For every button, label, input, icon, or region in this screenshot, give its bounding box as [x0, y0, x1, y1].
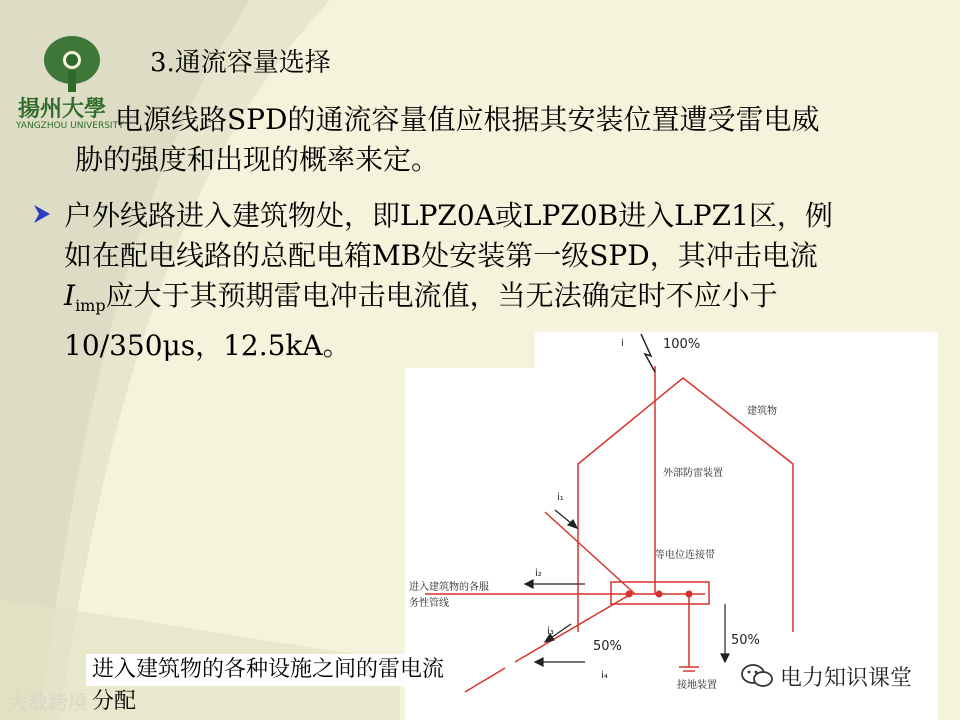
- label-external-protection: 外部防雷装置: [663, 468, 723, 479]
- intro-line-2: 胁的强度和出现的概率来定。: [75, 143, 440, 176]
- section-heading: 3.通流容量选择: [150, 48, 331, 78]
- label-100: 100%: [663, 337, 701, 352]
- watermark-right-text: 电力知识课堂: [780, 665, 913, 691]
- bullet-line-4: 10/350μs，12.5kA。: [64, 329, 351, 362]
- wechat-icon: [740, 663, 774, 689]
- label-i4: i₄: [601, 670, 608, 681]
- watermark-right: [740, 660, 912, 692]
- label-services-1: 进入建筑物的各服: [409, 582, 489, 593]
- label-services-2: 务性管线: [409, 598, 449, 609]
- bullet-line-3: [64, 276, 930, 326]
- svg-text:YANGZHOU UNIVERSITY: YANGZHOU UNIVERSITY: [16, 121, 124, 130]
- label-bonding-bar: 等电位连接带: [655, 550, 715, 561]
- label-50-left: 50%: [593, 639, 622, 654]
- label-i1: i₁: [557, 492, 564, 503]
- label-i2: i₂: [535, 568, 542, 579]
- watermark-left: [8, 686, 88, 715]
- bullet-arrow-icon: [30, 202, 54, 226]
- label-i-top: i: [621, 338, 624, 349]
- label-building: 建筑物: [747, 406, 777, 417]
- intro-paragraph: [70, 100, 930, 180]
- imp-symbol: I: [64, 279, 76, 312]
- bonding-point-3: [686, 591, 693, 598]
- imp-subscript: imp: [75, 296, 106, 315]
- figure-caption: 进入建筑物的各种设施之间的雷电流分配: [86, 654, 458, 686]
- watermark-left-text: 大数跨境: [8, 690, 88, 714]
- bullet-line-2: 如在配电线路的总配电箱MB处安装第一级SPD，其冲击电流: [64, 239, 818, 272]
- intro-line-1: 电源线路SPD的通流容量值应根据其安装位置遭受雷电威: [115, 103, 820, 136]
- svg-text:揚州大學: 揚州大學: [18, 96, 107, 122]
- label-50-right: 50%: [731, 633, 760, 648]
- label-earth: 接地装置: [677, 680, 717, 691]
- bonding-point-1: [626, 591, 633, 598]
- label-i3: i₃: [547, 626, 554, 637]
- bullet-line-3-text: 应大于其预期雷电冲击电流值，当无法确定时不应小于: [105, 279, 778, 312]
- bonding-point-2: [656, 591, 663, 598]
- bullet-line-1: 户外线路进入建筑物处，即LPZ0A或LPZ0B进入LPZ1区，例: [64, 199, 833, 232]
